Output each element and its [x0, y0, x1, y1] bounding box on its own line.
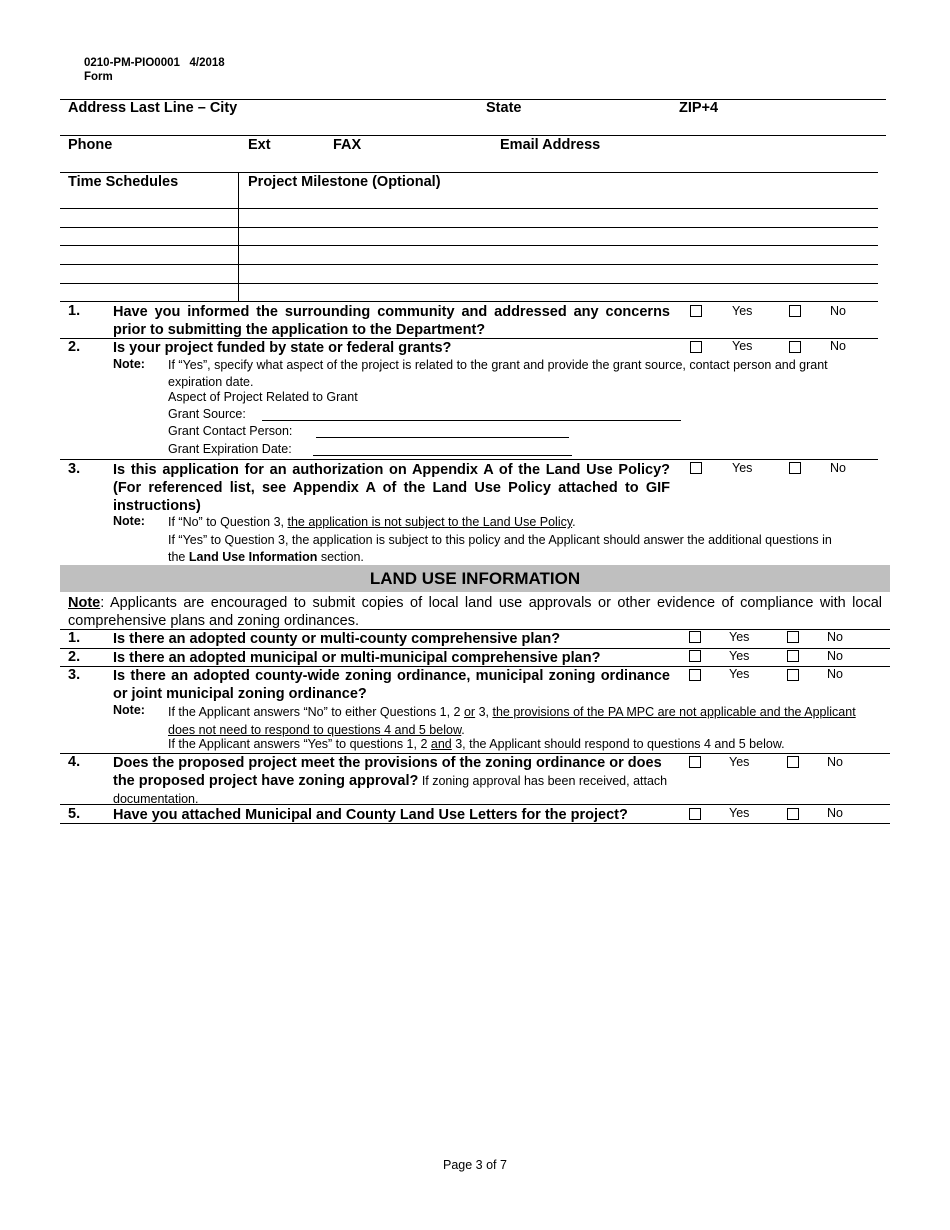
- q2-no-label: No: [830, 339, 846, 353]
- question-number: 2.: [68, 339, 81, 355]
- question-number: 2.: [68, 649, 81, 665]
- table-row[interactable]: [60, 245, 878, 246]
- grant-source-label: Grant Source:: [168, 407, 246, 421]
- table-row[interactable]: [60, 227, 878, 228]
- question-number: 3.: [68, 461, 81, 477]
- milestone-label: Project Milestone (Optional): [248, 174, 441, 190]
- question-3-text: Is this application for an authorization on Appendix A of the Land Use Policy? (For referenced list, see Appendix A of the Land Use Policy attached to GIF instructions): [113, 462, 670, 514]
- lu3-yes-label: Yes: [729, 667, 750, 681]
- note-label: Note:: [113, 514, 145, 528]
- lu-question-2-text: Is there an adopted municipal or multi-municipal comprehensive plan?: [113, 650, 601, 666]
- lu3-no-label: No: [827, 667, 843, 681]
- lu5-no-label: No: [827, 806, 843, 820]
- form-code: 0210-PM-PIO0001: [84, 57, 180, 69]
- note-text: If the Applicant answers “No” to either Questions 1, 2: [168, 705, 464, 719]
- time-schedules-label: Time Schedules: [68, 174, 179, 190]
- question-number: 4.: [68, 754, 81, 770]
- note-text-underlined: and: [430, 737, 452, 751]
- lu4-yes-label: Yes: [729, 755, 750, 769]
- table-row[interactable]: [60, 208, 878, 209]
- q2-note: If “Yes”, specify what aspect of the project is related to the grant and provide the grant source, contact person and grant expiration date.: [168, 358, 828, 389]
- lu-question-3-text: Is there an adopted county-wide zoning ordinance, municipal zoning ordinance or joint municipal zoning ordinance?: [113, 668, 670, 702]
- lu5-yes-checkbox[interactable]: [689, 808, 701, 820]
- note-text-bold: Land Use Information: [188, 549, 318, 564]
- lu3-note-2: [168, 736, 870, 753]
- lu2-no-checkbox[interactable]: [787, 650, 799, 662]
- q3-no-checkbox[interactable]: [789, 462, 801, 474]
- divider: [60, 823, 890, 824]
- note-label: Note: [68, 595, 101, 611]
- aspect-label: Aspect of Project Related to Grant: [168, 390, 358, 404]
- q1-no-label: No: [830, 304, 846, 318]
- q3-note-1: [168, 514, 576, 531]
- q3-yes-checkbox[interactable]: [690, 462, 702, 474]
- city-label: Address Last Line – City: [68, 100, 238, 116]
- question-1-text: Have you informed the surrounding community and addressed any concerns prior to submitting the application to the Department?: [113, 304, 670, 338]
- note-text: .: [461, 723, 465, 737]
- lu3-no-checkbox[interactable]: [787, 669, 799, 681]
- page-number: Page 3 of 7: [443, 1158, 507, 1172]
- lu-question-1-text: Is there an adopted county or multi-county comprehensive plan?: [113, 631, 561, 647]
- zip-label: ZIP+4: [679, 100, 719, 116]
- q1-yes-label: Yes: [732, 304, 753, 318]
- lu5-yes-label: Yes: [729, 806, 750, 820]
- note-text-underlined: the provisions of the PA MPC are not applicable and the Applicant does not need to respond to questions 4 and 5 below: [168, 705, 856, 737]
- form-date: 4/2018: [189, 57, 225, 69]
- divider: [60, 301, 878, 302]
- q3-no-label: No: [830, 461, 846, 475]
- note-text: If the Applicant answers “Yes” to questions 1, 2: [168, 737, 431, 751]
- note-text: 3,: [475, 705, 493, 719]
- form-code-block: [84, 56, 225, 84]
- note-text-underlined: the application is not subject to the Land Use Policy: [287, 515, 573, 529]
- grant-contact-label: Grant Contact Person:: [168, 424, 293, 438]
- question-text-bold: Does the proposed project meet the provisions of the zoning ordinance or does the proposed project have zoning approval?: [113, 755, 662, 789]
- note-text: If “Yes” to Question 3, the application is subject to this policy and the Applicant should answer the additional questions in the: [168, 533, 832, 564]
- q2-yes-label: Yes: [732, 339, 753, 353]
- grant-expiration-label: Grant Expiration Date:: [168, 442, 292, 456]
- lu4-yes-checkbox[interactable]: [689, 756, 701, 768]
- table-row[interactable]: [60, 264, 878, 265]
- note-label: Note:: [113, 703, 145, 717]
- form-label: Form: [84, 71, 113, 83]
- note-text: .: [572, 515, 576, 529]
- divider: [60, 459, 878, 460]
- q2-no-checkbox[interactable]: [789, 341, 801, 353]
- q1-no-checkbox[interactable]: [789, 305, 801, 317]
- lu1-yes-checkbox[interactable]: [689, 631, 701, 643]
- phone-label: Phone: [68, 137, 113, 153]
- table-row[interactable]: [60, 283, 878, 284]
- q3-note-2: [168, 532, 848, 565]
- lu3-yes-checkbox[interactable]: [689, 669, 701, 681]
- grant-expiration-field[interactable]: [313, 455, 572, 456]
- lu2-yes-label: Yes: [729, 649, 750, 663]
- note-label: Note:: [113, 357, 145, 371]
- lu5-no-checkbox[interactable]: [787, 808, 799, 820]
- lu-question-5-text: Have you attached Municipal and County Land Use Letters for the project?: [113, 807, 628, 823]
- grant-source-field[interactable]: [262, 420, 681, 421]
- note-text: section.: [317, 549, 364, 564]
- question-number: 5.: [68, 806, 81, 822]
- q3-yes-label: Yes: [732, 461, 753, 475]
- ext-label: Ext: [248, 137, 271, 153]
- q1-yes-checkbox[interactable]: [690, 305, 702, 317]
- grant-contact-field[interactable]: [316, 437, 569, 438]
- lu2-yes-checkbox[interactable]: [689, 650, 701, 662]
- fax-label: FAX: [333, 137, 362, 153]
- state-label: State: [486, 100, 522, 116]
- lu2-no-label: No: [827, 649, 843, 663]
- lu1-no-checkbox[interactable]: [787, 631, 799, 643]
- question-2-text: Is your project funded by state or federal grants?: [113, 340, 452, 356]
- divider: [60, 135, 886, 136]
- lu4-no-label: No: [827, 755, 843, 769]
- note-text-underlined: or: [463, 705, 476, 719]
- lu1-yes-label: Yes: [729, 630, 750, 644]
- question-number: 1.: [68, 303, 81, 319]
- divider: [60, 172, 878, 173]
- note-text: 3, the Applicant should respond to questions 4 and 5 below.: [451, 737, 785, 751]
- note-text: : Applicants are encouraged to submit copies of local land use approvals or other evidence of compliance with local comprehensive plans and zoning ordinances.: [68, 595, 882, 629]
- section-title: LAND USE INFORMATION: [369, 569, 581, 588]
- q2-yes-checkbox[interactable]: [690, 341, 702, 353]
- lu-question-4-text: [113, 754, 670, 808]
- email-label: Email Address: [500, 137, 601, 153]
- land-use-note: [68, 594, 882, 630]
- question-number: 3.: [68, 667, 81, 683]
- lu1-no-label: No: [827, 630, 843, 644]
- note-text: If “No” to Question 3,: [168, 515, 288, 529]
- lu3-note-1: [168, 703, 870, 739]
- divider: [60, 804, 890, 805]
- question-text-normal: If zoning approval has been received, attach documentation.: [113, 774, 668, 806]
- lu4-no-checkbox[interactable]: [787, 756, 799, 768]
- question-number: 1.: [68, 630, 81, 646]
